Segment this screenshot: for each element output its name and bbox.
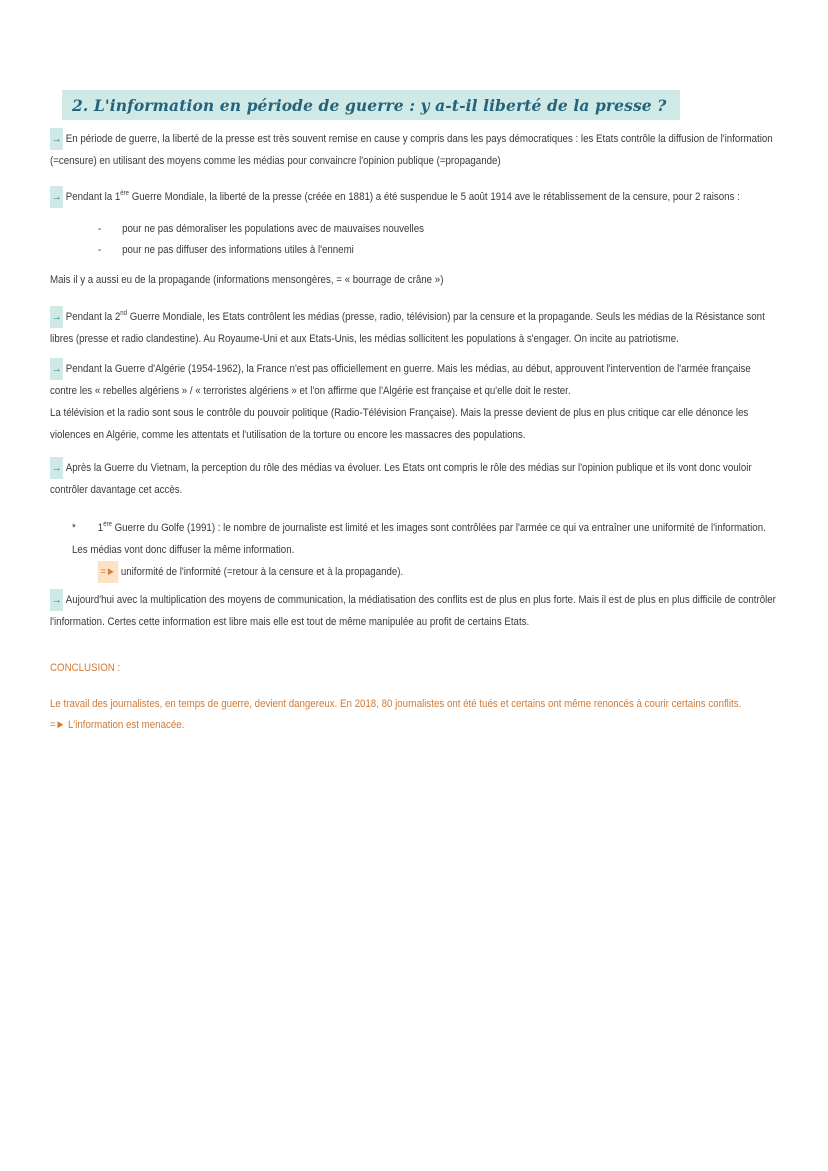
conclusion-title: CONCLUSION : [50,662,121,674]
paragraph-ww1: → Pendant la 1ère Guerre Mondiale, la liberté de la presse (créée en 1881) a été suspendue le 5 août 1914 ave le rétablissement de la censure, pour 2 raisons : [50,183,778,208]
star-bullet-icon: * [72,521,76,534]
reasons-list [98,219,424,261]
arrow-icon: → [50,186,63,208]
arrow-icon: → [50,457,63,479]
section-title-highlight [62,90,680,120]
section-title: 2. L'information en période de guerre : y a-t-il liberté de la presse ? [72,95,667,115]
paragraph-text: En période de guerre, la liberté de la presse est très souvent remise en cause y compris dans les pays démocratiques : les Etats contrôle la diffusion de l'information (=censure) en utilisant des moyens comme les médias pour convaincre l'opinion publique (=propagande) [50,133,773,167]
gulf-war-item: * 1ère Guerre du Golfe (1991) : le nombre de journaliste est limité et les images sont contrôlées par l'armée ce qui va entraîner une uniformité de l'information. Les médias vont donc diffuser la même information. =► uniformité de l'informité (=retour à la censure et à la propagande). [72,514,769,583]
arrow-icon: → [50,358,63,380]
paragraph-vietnam: → Après la Guerre du Vietnam, la perception du rôle des médias va évoluer. Les Etats ont compris le rôle des médias sur l'opinion publique et ils vont donc vouloir contrôler davantage cet accès. [50,457,778,501]
paragraph-algeria: → Pendant la Guerre d'Algérie (1954-1962), la France n'est pas officiellement en guerre. Mais les médias, au début, approuvent l'intervention de l'armée française contre les « rebelles algériens » / « terroristes algériens » et l'on affirme que l'Algérie est française et qu'elle doit le rester. La télévision et la radio sont sous le contrôle du pouvoir politique (Radio-Télévision Française). Mais la presse devient de plus en plus critique car elle dénonce les violences en Algérie, comme les attentats et l'utilisation de la torture ou encore les massacres des populations. [50,358,778,446]
arrow-icon: → [50,306,63,328]
conclusion-body: Le travail des journalistes, en temps de guerre, devient dangereux. En 2018, 80 journalistes ont été tués et certains ont même renoncés à courir certains conflits. =► L'information est menacée. [50,698,742,731]
result-arrow-icon: =► [98,561,118,583]
paragraph-ww2: → Pendant la 2nd Guerre Mondiale, les Etats contrôlent les médias (presse, radio, télévision) par la censure et la propagande. Seuls les médias de la Résistance sont libres (presse et radio clandestine). Au Royaume-Uni et aux Etats-Unis, les médias sollicitent les populations à s'engager. On incite au patriotisme. [50,303,778,350]
dash-icon: - [98,223,102,235]
paragraph-today: → Aujourd'hui avec la multiplication des moyens de communication, la médiatisation des conflits est de plus en plus forte. Mais il est de plus en plus difficile de contrôler l'information. Certes cette information est libre mais elle est tout de même manipulée au profit de certains Etats. [50,589,778,633]
result-arrow-icon: =► [50,719,66,731]
arrow-icon: → [50,128,63,150]
paragraph-censure [50,128,778,172]
dash-icon: - [98,244,102,256]
list-item: - pour ne pas démoraliser les populations avec de mauvaises nouvelles [98,219,424,240]
arrow-icon: → [50,589,63,611]
paragraph-propaganda: Mais il y a aussi eu de la propagande (informations mensongères, = « bourrage de crâne ») [50,274,444,286]
list-item: - pour ne pas diffuser des informations utiles à l'ennemi [98,240,424,261]
